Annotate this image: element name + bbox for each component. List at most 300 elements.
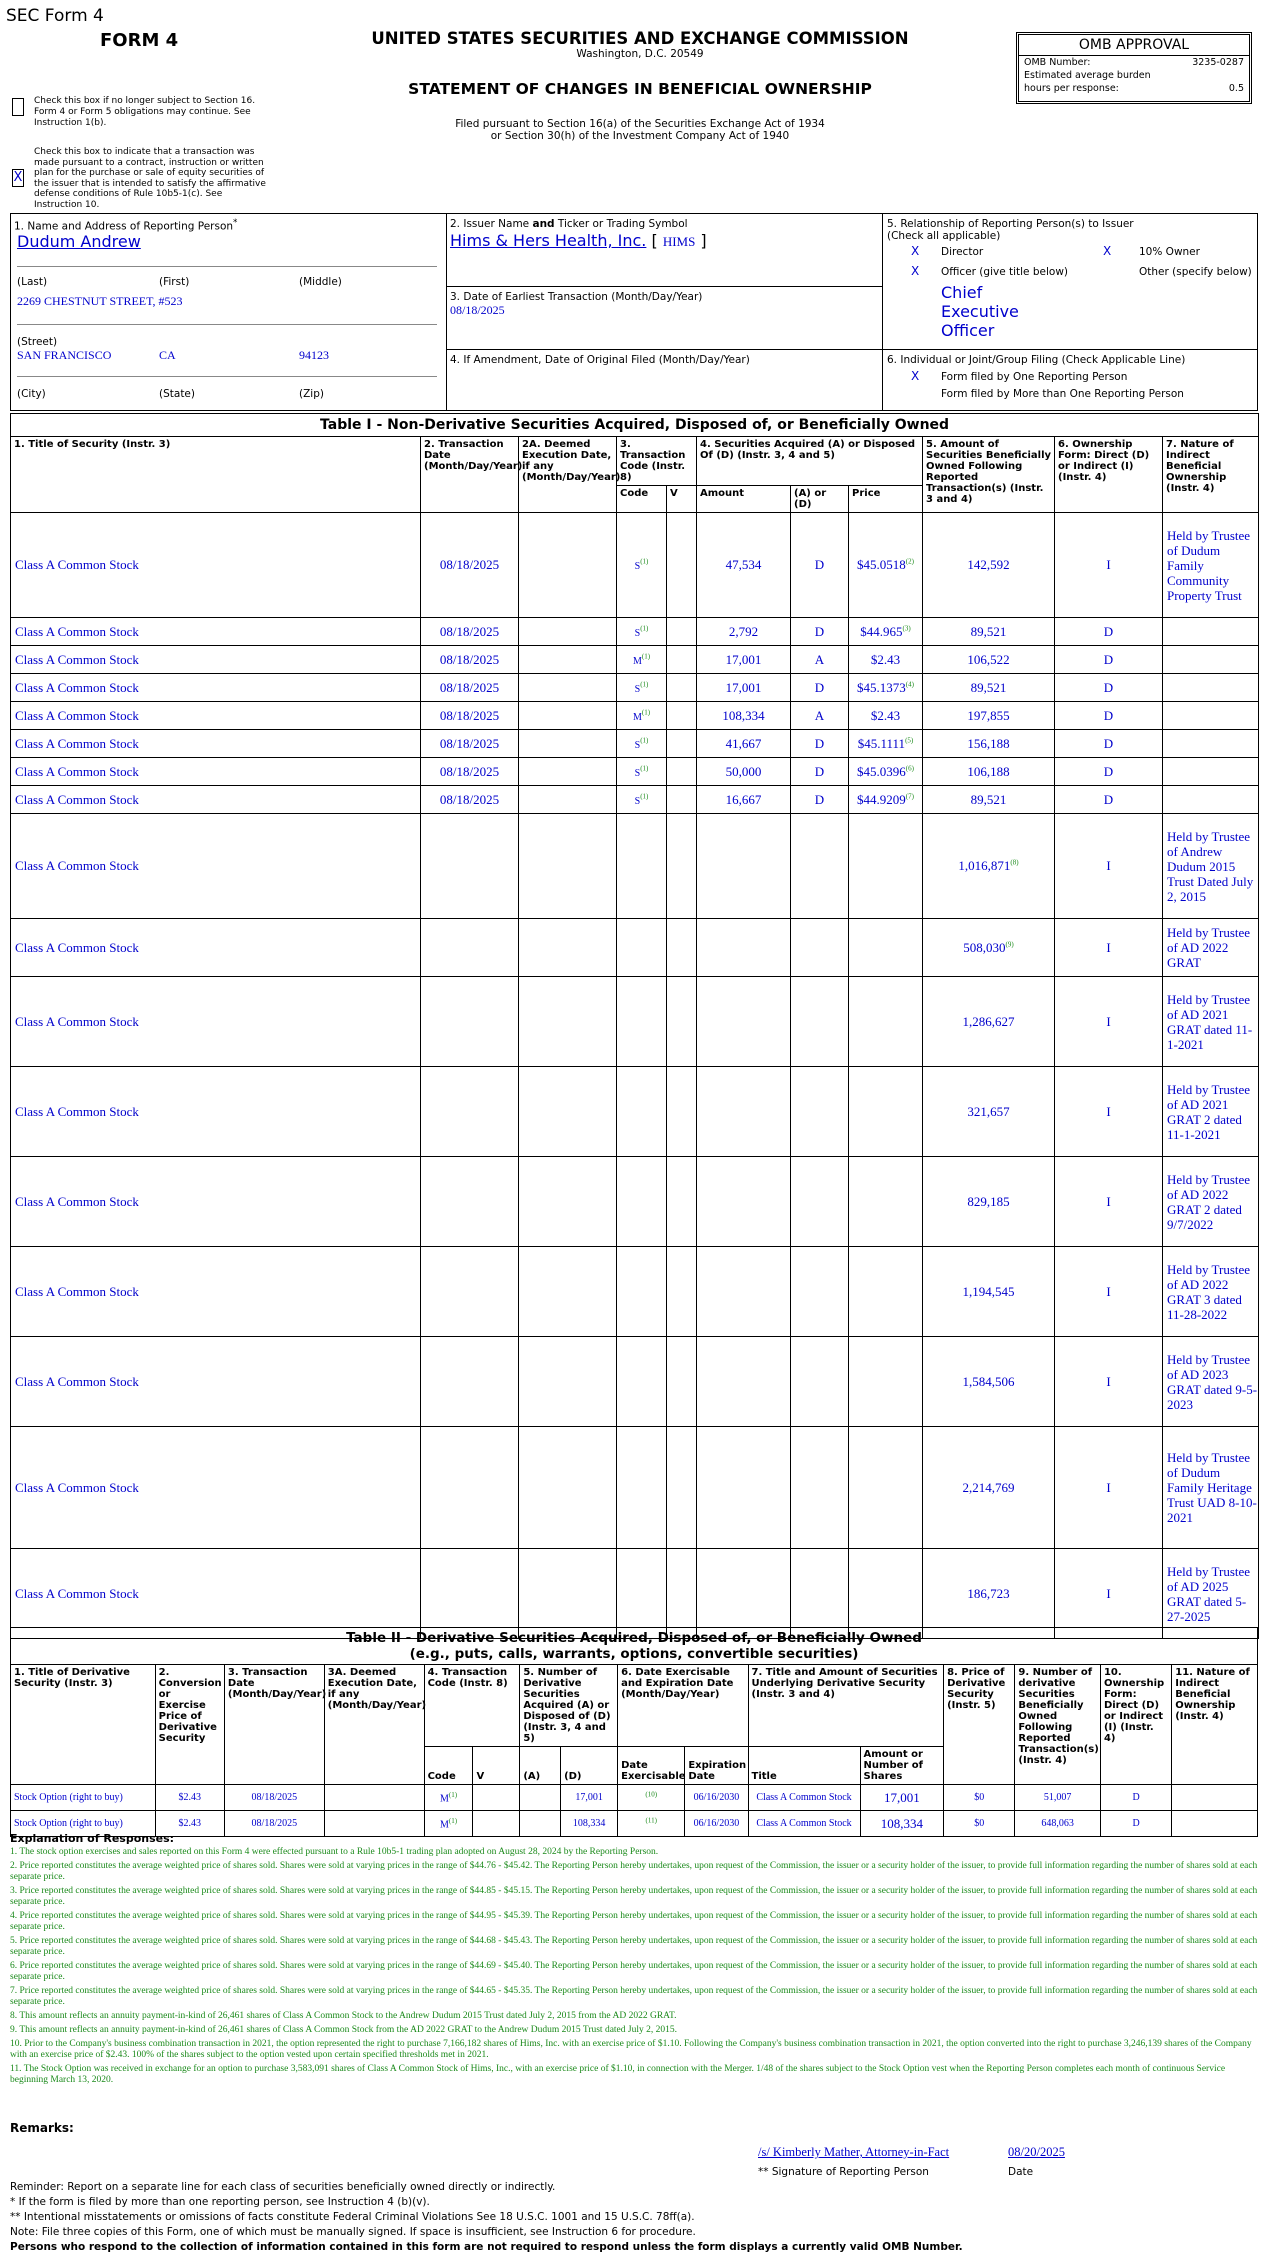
- transaction-code: [617, 1067, 667, 1157]
- transaction-code: [617, 1157, 667, 1247]
- table-row: [11, 1247, 1259, 1337]
- transaction-code-value: S: [634, 561, 641, 572]
- deemed-date: [519, 919, 617, 977]
- deemed-date: [519, 814, 617, 919]
- footnote-ref: (5): [905, 736, 914, 745]
- owned-following-value: 89,521: [970, 623, 1007, 639]
- owned-following: [923, 1337, 1055, 1427]
- price-value: $2.43: [870, 651, 901, 667]
- price-value: $44.965: [860, 623, 903, 639]
- amount: [697, 1337, 791, 1427]
- table-row: [11, 618, 1259, 646]
- reporting-person-box: [11, 214, 447, 410]
- acquired-disposed: [791, 1549, 849, 1639]
- transaction-date: 08/18/2025: [421, 786, 519, 814]
- transaction-code-value: M: [439, 1819, 449, 1831]
- transaction-code: [617, 618, 667, 646]
- table2-col-price: 8. Price of Derivative Security (Instr. 5): [944, 1665, 1015, 1785]
- owned-following-value: 1,584,506: [962, 1373, 1015, 1389]
- deemed-date: [519, 758, 617, 786]
- transaction-date: 08/18/2025: [421, 646, 519, 674]
- derivative-owned: 51,007: [1015, 1785, 1101, 1811]
- omb-hours-label: hours per response:: [1024, 83, 1119, 94]
- signature-date[interactable]: 08/20/2025: [1008, 2145, 1065, 2159]
- security-title: Class A Common Stock: [11, 674, 421, 702]
- reporting-person-name[interactable]: Dudum Andrew: [17, 232, 141, 251]
- ten-percent-owner-label: 10% Owner: [1139, 246, 1200, 258]
- price-value: $2.43: [870, 707, 901, 723]
- transaction-date: [421, 814, 519, 919]
- transaction-code: [617, 513, 667, 618]
- explanation-note: 1. The stock option exercises and sales reported on this Form 4 were effected pursuant to a Rule 10b5-1 trading plan adopted on August 28, 2024 by the Reporting Person.: [10, 1847, 659, 1857]
- amount: [697, 1067, 791, 1157]
- street-value: 2269 CHESTNUT STREET, #523: [17, 294, 183, 308]
- explanation-note: 6. Price reported constitutes the average weighted price of shares sold. Shares were sold at varying prices in the range of $44.69 - $45.40. The Reporting Person hereby undertakes, upon request of the Commission, the issuer or a security holder of the issuer, to provide full information regarding the number of shares sold at each separate price.: [10, 1961, 1258, 1982]
- reporting-person-label: 1. Name and Address of Reporting Person: [14, 220, 234, 233]
- footnote-ref: (1): [640, 557, 649, 566]
- omb-burden-label: Estimated average burden: [1024, 70, 1151, 81]
- v-flag: [667, 1157, 697, 1247]
- price: [849, 1427, 923, 1549]
- explanation-note: 3. Price reported constitutes the average weighted price of shares sold. Shares were sold at varying prices in the range of $44.85 - $45.15. The Reporting Person hereby undertakes, upon request of the Commission, the issuer or a security holder of the issuer, to provide full information regarding the number of shares sold at each separate price.: [10, 1886, 1258, 1907]
- section16-text: Check this box if no longer subject to Section 16. Form 4 or Form 5 obligations may continue. See Instruction 1(b).: [34, 96, 256, 128]
- v-flag: [473, 1811, 520, 1837]
- amount: 2,792: [697, 618, 791, 646]
- expiration-date: 06/16/2030: [685, 1785, 748, 1811]
- city-label: (City): [17, 388, 46, 400]
- owned-following: [923, 513, 1055, 618]
- v-flag: [667, 1337, 697, 1427]
- table-row: [11, 674, 1259, 702]
- table2-col-title: 1. Title of Derivative Security (Instr. 3): [11, 1665, 156, 1785]
- explanation-note: 4. Price reported constitutes the average weighted price of shares sold. Shares were sold at varying prices in the range of $44.95 - $45.39. The Reporting Person hereby undertakes, upon request of the Commission, the issuer or a security holder of the issuer, to provide full information regarding the number of shares sold at each separate price.: [10, 1911, 1258, 1932]
- more-persons-label: Form filed by More than One Reporting Person: [941, 388, 1184, 400]
- signature-link[interactable]: /s/ Kimberly Mather, Attorney-in-Fact: [758, 2145, 950, 2159]
- table-row: [11, 758, 1259, 786]
- divider: [883, 349, 1257, 350]
- amount: [697, 1549, 791, 1639]
- ticker-close: ]: [700, 231, 707, 250]
- amount: [697, 1157, 791, 1247]
- ownership-form: I: [1055, 1067, 1163, 1157]
- statement-title: STATEMENT OF CHANGES IN BENEFICIAL OWNERSHIP: [408, 80, 872, 98]
- nature-of-ownership: [1172, 1811, 1258, 1837]
- price: [849, 646, 923, 674]
- acquired: [520, 1811, 561, 1837]
- ownership-form: I: [1055, 814, 1163, 919]
- explanation-title: Explanation of Responses:: [10, 1832, 175, 1845]
- v-flag: [667, 730, 697, 758]
- exercise-price: $2.43: [155, 1811, 224, 1837]
- ten-percent-owner-mark[interactable]: X: [1103, 244, 1112, 258]
- acquired-disposed: [791, 1067, 849, 1157]
- transaction-code: [617, 919, 667, 977]
- transaction-date: 08/18/2025: [421, 513, 519, 618]
- browser-title: SEC Form 4: [6, 6, 104, 26]
- table1-sub-price: Price: [849, 486, 923, 513]
- form-label: FORM 4: [100, 30, 179, 51]
- table-row: [11, 1549, 1259, 1639]
- director-mark[interactable]: X: [911, 244, 920, 258]
- officer-title-line: Officer: [941, 321, 995, 340]
- price-value: $45.0518: [857, 557, 906, 572]
- footnote-ref: (4): [905, 680, 914, 689]
- table1-title: Table I - Non-Derivative Securities Acquired, Disposed of, or Beneficially Owned: [11, 414, 1259, 437]
- nature-of-ownership: Held by Trustee of AD 2021 GRAT dated 11-1-2021: [1163, 977, 1259, 1067]
- underlying-shares: 108,334: [860, 1811, 944, 1837]
- footnote-ref: (6): [905, 764, 914, 773]
- footnote-ref: (1): [640, 680, 649, 689]
- asterisk: *: [233, 218, 238, 228]
- ownership-form: D: [1055, 618, 1163, 646]
- table1-sub-v: V: [667, 486, 697, 513]
- v-flag: [473, 1785, 520, 1811]
- footnote-ref: (11): [645, 1816, 657, 1825]
- footnote-ref: (1): [640, 764, 649, 773]
- owned-following-value: 186,723: [967, 1585, 1010, 1601]
- owned-following-value: 106,522: [967, 651, 1010, 667]
- earliest-date-label: 3. Date of Earliest Transaction (Month/Day/Year): [450, 291, 703, 303]
- section16-checkbox[interactable]: [12, 98, 24, 116]
- acquired-disposed: D: [791, 786, 849, 814]
- transaction-code: [617, 1337, 667, 1427]
- table2-col-exercisable: 6. Date Exercisable and Expiration Date (Month/Day/Year): [618, 1665, 748, 1747]
- price-value: $45.1111: [857, 735, 906, 751]
- security-title: Class A Common Stock: [11, 814, 421, 919]
- explanation-note: 5. Price reported constitutes the average weighted price of shares sold. Shares were sold at varying prices in the range of $44.68 - $45.43. The Reporting Person hereby undertakes, upon request of the Commission, the issuer or a security holder of the issuer, to provide full information regarding the number of shares sold at each separate price.: [10, 1936, 1258, 1957]
- amount: [697, 1427, 791, 1549]
- transaction-date: 08/18/2025: [421, 758, 519, 786]
- transaction-code: [617, 674, 667, 702]
- last-label: (Last): [17, 276, 48, 288]
- transaction-code: [617, 758, 667, 786]
- table1-col-nature: 7. Nature of Indirect Beneficial Ownership (Instr. 4): [1163, 437, 1259, 513]
- footnote-ref: (1): [640, 736, 649, 745]
- disposed: 17,001: [561, 1785, 618, 1811]
- street-label: (Street): [17, 336, 58, 348]
- deemed-date: [324, 1811, 424, 1837]
- table2-col-number: 5. Number of Derivative Securities Acquired (A) or Disposed of (D) (Instr. 3, 4 and 5): [520, 1665, 618, 1747]
- transaction-date: [421, 1549, 519, 1639]
- deemed-date: [519, 730, 617, 758]
- explanation-notes: [10, 1847, 1258, 2089]
- v-flag: [667, 513, 697, 618]
- deemed-date: [519, 618, 617, 646]
- owned-following: [923, 1549, 1055, 1639]
- footnote-ref: (3): [902, 624, 911, 633]
- deemed-date: [519, 1427, 617, 1549]
- table2-sub-d: (D): [561, 1747, 618, 1785]
- relationship-label: 5. Relationship of Reporting Person(s) to Issuer: [887, 218, 1134, 230]
- transaction-date: [421, 919, 519, 977]
- amount: 50,000: [697, 758, 791, 786]
- v-flag: [667, 1549, 697, 1639]
- ownership-form: D: [1055, 786, 1163, 814]
- underlying-title: Class A Common Stock: [748, 1811, 860, 1837]
- officer-title-line: Executive: [941, 302, 1019, 321]
- transaction-date: 08/18/2025: [224, 1811, 324, 1837]
- table2-body: [11, 1785, 1258, 1837]
- officer-label: Officer (give title below): [941, 266, 1069, 278]
- amount: 16,667: [697, 786, 791, 814]
- amount: 17,001: [697, 674, 791, 702]
- divider: [17, 266, 437, 267]
- price: [849, 919, 923, 977]
- owned-following: [923, 1247, 1055, 1337]
- security-title: Class A Common Stock: [11, 702, 421, 730]
- officer-title: [941, 283, 1019, 340]
- owned-following-value: 829,185: [967, 1193, 1010, 1209]
- price-value: $44.9209: [857, 791, 906, 807]
- filed-pursuant-1: Filed pursuant to Section 16(a) of the Securities Exchange Act of 1934: [455, 118, 825, 130]
- ticker-symbol: HIMS: [662, 234, 696, 249]
- owned-following: [923, 646, 1055, 674]
- security-title: Class A Common Stock: [11, 513, 421, 618]
- table-row: [11, 977, 1259, 1067]
- omb-title: OMB APPROVAL: [1019, 35, 1249, 56]
- ownership-form: I: [1055, 977, 1163, 1067]
- table1-col-owned: 5. Amount of Securities Beneficially Owned Following Reported Transaction(s) (Instr. 3 and 4): [923, 437, 1055, 513]
- table-row: [11, 1811, 1258, 1837]
- acquired: [520, 1785, 561, 1811]
- owned-following: [923, 977, 1055, 1067]
- transaction-date: 08/18/2025: [421, 674, 519, 702]
- table2-sub-title: Title: [748, 1747, 860, 1785]
- divider: [17, 376, 437, 377]
- price-value: $45.0396: [857, 763, 906, 779]
- deemed-date: [519, 1157, 617, 1247]
- omb-number-value: 3235-0287: [1192, 57, 1244, 68]
- price: [849, 1247, 923, 1337]
- issuer-label-and: and: [532, 218, 555, 230]
- table2-sub-code: Code: [424, 1747, 473, 1785]
- zip-value: 94123: [299, 348, 329, 362]
- amount: [697, 977, 791, 1067]
- transaction-code-value: S: [634, 627, 641, 639]
- ticker-open: [: [651, 231, 658, 250]
- security-title: Class A Common Stock: [11, 1067, 421, 1157]
- nature-of-ownership: Held by Trustee of AD 2022 GRAT 2 dated 9/7/2022: [1163, 1157, 1259, 1247]
- v-flag: [667, 814, 697, 919]
- security-title: Class A Common Stock: [11, 1247, 421, 1337]
- table-row: [11, 730, 1259, 758]
- transaction-date: 08/18/2025: [421, 702, 519, 730]
- v-flag: [667, 758, 697, 786]
- derivative-title: Stock Option (right to buy): [11, 1811, 156, 1837]
- amount: [697, 814, 791, 919]
- officer-mark[interactable]: X: [911, 264, 920, 278]
- reporting-info-section: [10, 213, 1258, 411]
- table2-col-nature: 11. Nature of Indirect Beneficial Ownership (Instr. 4): [1172, 1665, 1258, 1785]
- table-row: [11, 1427, 1259, 1549]
- rule10b5-checkbox[interactable]: X: [13, 170, 23, 185]
- price: [849, 1337, 923, 1427]
- ownership-form: I: [1055, 1337, 1163, 1427]
- acquired-disposed: D: [791, 513, 849, 618]
- table2-sub-v: V: [473, 1747, 520, 1785]
- footnote-ref: (10): [645, 1790, 658, 1799]
- zip-label: (Zip): [299, 388, 324, 400]
- relationship-box: [883, 214, 1257, 410]
- footnote-ref: (1): [448, 1790, 458, 1799]
- one-person-label: Form filed by One Reporting Person: [941, 371, 1128, 383]
- table1-col-deemed: 2A. Deemed Execution Date, if any (Month/Day/Year): [519, 437, 617, 513]
- table2-col-deemed: 3A. Deemed Execution Date, if any (Month/Day/Year): [324, 1665, 424, 1785]
- v-flag: [667, 919, 697, 977]
- owned-following: [923, 702, 1055, 730]
- issuer-label-b: Ticker or Trading Symbol: [554, 218, 688, 230]
- transaction-date: 08/18/2025: [421, 730, 519, 758]
- first-label: (First): [159, 276, 190, 288]
- transaction-code: [617, 1549, 667, 1639]
- derivative-owned: 648,063: [1015, 1811, 1101, 1837]
- v-flag: [667, 1247, 697, 1337]
- ownership-form: D: [1055, 674, 1163, 702]
- acquired-disposed: [791, 1337, 849, 1427]
- acquired-disposed: [791, 1157, 849, 1247]
- table-row: [11, 1157, 1259, 1247]
- price: [849, 730, 923, 758]
- footnote-ref: (1): [640, 792, 649, 801]
- transaction-code-value: M: [632, 655, 642, 667]
- footer-note: Note: File three copies of this Form, one of which must be manually signed. If space is insufficient, see Instruction 6 for procedure.: [10, 2226, 696, 2238]
- security-title: Class A Common Stock: [11, 1337, 421, 1427]
- underlying-shares: 17,001: [860, 1785, 944, 1811]
- one-person-mark[interactable]: X: [911, 369, 920, 383]
- expiration-date: 06/16/2030: [685, 1811, 748, 1837]
- price: [849, 786, 923, 814]
- v-flag: [667, 674, 697, 702]
- owned-following-value: 1,286,627: [962, 1013, 1015, 1029]
- officer-title-line: Chief: [941, 283, 983, 302]
- footnote-ref: (1): [641, 708, 651, 717]
- nature-of-ownership: [1163, 618, 1259, 646]
- issuer-name-link[interactable]: Hims & Hers Health, Inc.: [450, 231, 647, 250]
- amount: 108,334: [697, 702, 791, 730]
- v-flag: [667, 786, 697, 814]
- price: [849, 977, 923, 1067]
- amount: [697, 1247, 791, 1337]
- nature-of-ownership: [1163, 646, 1259, 674]
- ownership-form: D: [1055, 730, 1163, 758]
- transaction-code-value: S: [634, 795, 641, 807]
- price-value: $45.1373: [857, 679, 906, 695]
- footer-reminder: Reminder: Report on a separate line for each class of securities beneficially owned directly or indirectly.: [10, 2181, 556, 2193]
- owned-following-value: 89,521: [970, 791, 1007, 807]
- ownership-form: D: [1100, 1811, 1171, 1837]
- issuer-box: [447, 214, 883, 410]
- amendment-label: 4. If Amendment, Date of Original Filed (Month/Day/Year): [450, 354, 750, 366]
- table-row: [11, 814, 1259, 919]
- security-title: Class A Common Stock: [11, 1549, 421, 1639]
- transaction-date: [421, 977, 519, 1067]
- explanation-note: 11. The Stock Option was received in exchange for an option to purchase 3,583,091 shares of Class A Common Stock of Hims, Inc., with an exercise price of $1.10, in connection with the Merger. 1/48 of the shares subject to the Stock Option vest when the Reporting Person completes each month of continuous Service beginning March 13, 2020.: [10, 2064, 1226, 2085]
- table2-col-code: 4. Transaction Code (Instr. 8): [424, 1665, 520, 1747]
- v-flag: [667, 702, 697, 730]
- nature-of-ownership: Held by Trustee of AD 2025 GRAT dated 5-27-2025: [1163, 1549, 1259, 1639]
- transaction-date: [421, 1247, 519, 1337]
- table1-col-form: 6. Ownership Form: Direct (D) or Indirect (I) (Instr. 4): [1055, 437, 1163, 513]
- agency-location: Washington, D.C. 20549: [576, 48, 704, 60]
- acquired-disposed: A: [791, 702, 849, 730]
- deemed-date: [519, 786, 617, 814]
- footer: [10, 2180, 963, 2255]
- nature-of-ownership: [1163, 674, 1259, 702]
- table2-title-line2: (e.g., puts, calls, warrants, options, convertible securities): [409, 1646, 859, 1662]
- table1-col-title: 1. Title of Security (Instr. 3): [11, 437, 421, 513]
- transaction-code: [617, 1427, 667, 1549]
- divider: [447, 349, 882, 350]
- owned-following: [923, 730, 1055, 758]
- ownership-form: D: [1055, 646, 1163, 674]
- ownership-form: I: [1055, 1247, 1163, 1337]
- footnote-ref: (2): [905, 557, 914, 566]
- acquired-disposed: D: [791, 758, 849, 786]
- price: [849, 814, 923, 919]
- table2-col-underlying: 7. Title and Amount of Securities Underlying Derivative Security (Instr. 3 and 4): [748, 1665, 944, 1747]
- state-label: (State): [159, 388, 195, 400]
- disposed: 108,334: [561, 1811, 618, 1837]
- nature-of-ownership: Held by Trustee of AD 2021 GRAT 2 dated 11-1-2021: [1163, 1067, 1259, 1157]
- owned-following: [923, 618, 1055, 646]
- nature-of-ownership: [1172, 1785, 1258, 1811]
- owned-following: [923, 786, 1055, 814]
- security-title: Class A Common Stock: [11, 758, 421, 786]
- owned-following-value: 106,188: [967, 763, 1010, 779]
- owned-following: [923, 1157, 1055, 1247]
- owned-following: [923, 674, 1055, 702]
- owned-following: [923, 814, 1055, 919]
- state-value: CA: [159, 348, 176, 362]
- acquired-disposed: [791, 977, 849, 1067]
- transaction-code: [617, 730, 667, 758]
- table-row: [11, 646, 1259, 674]
- owned-following-value: 2,214,769: [962, 1479, 1015, 1495]
- owned-following: [923, 919, 1055, 977]
- deemed-date: [519, 1549, 617, 1639]
- explanation-note: 8. This amount reflects an annuity payment-in-kind of 26,461 shares of Class A Common Stock to the Andrew Dudum 2015 Trust dated July 2, 2015 from the AD 2022 GRAT.: [10, 2011, 677, 2021]
- footnote-ref: (1): [448, 1816, 458, 1825]
- acquired-disposed: [791, 1247, 849, 1337]
- ownership-form: I: [1055, 1157, 1163, 1247]
- table-row: [11, 513, 1259, 618]
- transaction-date: 08/18/2025: [421, 618, 519, 646]
- table1: [10, 413, 1259, 1639]
- table2-col-form: 10. Ownership Form: Direct (D) or Indirect (I) (Instr. 4): [1100, 1665, 1171, 1785]
- other-label: Other (specify below): [1139, 266, 1252, 278]
- explanation-note: 10. Prior to the Company's business combination transaction in 2021, the option represented the right to purchase 7,166,182 shares of Hims, Inc. with an exercise price of $1.10. Following the Company's business combination transaction in 2021, the option converted into the right to purchase 3,246,139 shares of the Company with an exercise price of $2.43. 100% of the shares subject to the option vested upon certain specified thresholds met in 2021.: [10, 2039, 1252, 2060]
- v-flag: [667, 977, 697, 1067]
- transaction-code: [617, 646, 667, 674]
- transaction-date: [421, 1427, 519, 1549]
- deemed-date: [324, 1785, 424, 1811]
- explanation-note: 9. This amount reflects an annuity payment-in-kind of 26,461 shares of Class A Common Stock from the AD 2022 GRAT to the Andrew Dudum 2015 Trust dated July 2, 2015.: [10, 2025, 677, 2035]
- transaction-code-value: M: [632, 711, 642, 723]
- owned-following: [923, 1067, 1055, 1157]
- table1-col-code: 3. Transaction Code (Instr. 8): [617, 437, 697, 486]
- footer-violations: ** Intentional misstatements or omissions of facts constitute Federal Criminal Violations See 18 U.S.C. 1001 and 15 U.S.C. 78ff(a).: [10, 2211, 695, 2223]
- acquired-disposed: D: [791, 674, 849, 702]
- nature-of-ownership: Held by Trustee of Andrew Dudum 2015 Trust Dated July 2, 2015: [1163, 814, 1259, 919]
- table-row: [11, 786, 1259, 814]
- owned-following: [923, 758, 1055, 786]
- nature-of-ownership: [1163, 758, 1259, 786]
- transaction-date: [421, 1067, 519, 1157]
- explanation-note: 2. Price reported constitutes the average weighted price of shares sold. Shares were sold at varying prices in the range of $44.76 - $45.42. The Reporting Person hereby undertakes, upon request of the Commission, the issuer or a security holder of the issuer, to provide full information regarding the number of shares sold at each separate price.: [10, 1861, 1258, 1882]
- acquired-disposed: D: [791, 618, 849, 646]
- transaction-date: 08/18/2025: [224, 1785, 324, 1811]
- acquired-disposed: D: [791, 730, 849, 758]
